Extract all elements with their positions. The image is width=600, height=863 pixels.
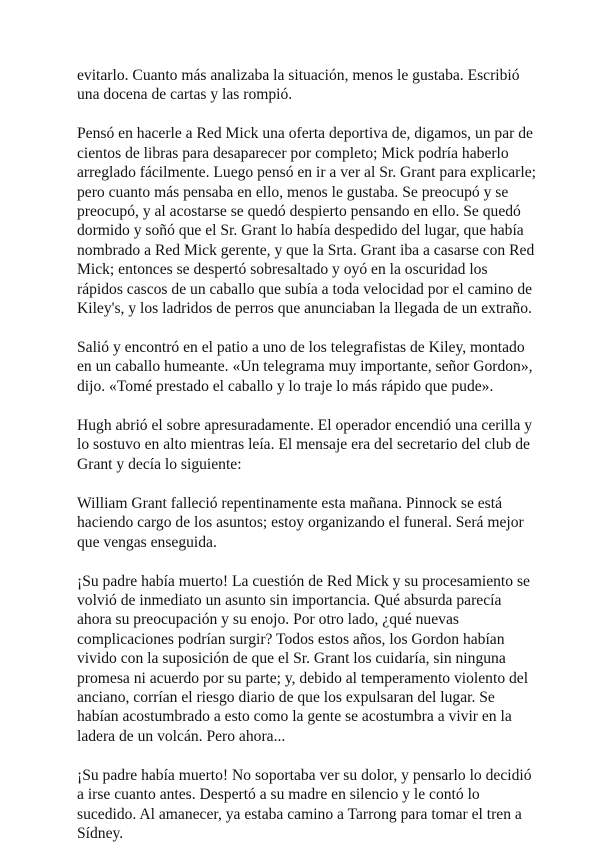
paragraph-3: Salió y encontró en el patio a uno de los telegrafistas de Kiley, montado en un caballo humeante. «Un telegrama muy importante, señor Gordon», dijo. «Tomé prestado el caballo y lo traje lo más rápido que pude». — [77, 339, 533, 395]
paragraph-6: ¡Su padre había muerto! La cuestión de Red Mick y su procesamiento se volvió de inmediato un asunto sin importancia. Qué absurda parecía ahora su preocupación y su enojo. Por otro lado, ¿qué nuevas complicaciones podrían surgir? Todos estos años, los Gordon habían vivido con la suposición de que el Sr. Grant los cuidaría, sin ninguna promesa ni acuerdo por su parte; y, debido al temperamento violento del anciano, corrían el riesgo diario de que los expulsaran del lugar. Se habían acostumbrado a esto como la gente se acostumbra a vivir en la ladera de un volcán. Pero ahora... — [77, 572, 530, 745]
document-page — [77, 66, 537, 863]
paragraph-4: Hugh abrió el sobre apresuradamente. El operador encendió una cerilla y lo sostuvo en alto mientras leía. El mensaje era del secretario del club de Grant y decía lo siguiente: — [77, 416, 533, 473]
paragraph-1: evitarlo. Cuanto más analizaba la situación, menos le gustaba. Escribió una docena de cartas y las rompió. — [77, 67, 520, 104]
paragraph-2: Pensó en hacerle a Red Mick una oferta deportiva de, digamos, un par de cientos de libras para desaparecer por completo; Mick podría haberlo arreglado fácilmente. Luego pensó en ir a ver al Sr. Grant para explicarle; pero cuanto más pensaba en ello, menos le gustaba. Se preocupó y se preocupó, y al acostarse se quedó despierto pensando en ello. Se quedó dormido y soñó que el Sr. Grant lo había despedido del lugar, que había nombrado a Red Mick gerente, y que la Srta. Grant iba a casarse con Red Mick; entonces se despertó sobresaltado y oyó en la oscuridad los rápidos cascos de un caballo que subía a toda velocidad por el camino de Kiley's, y los ladridos de perros que anunciaban la llegada de un extraño. — [77, 125, 536, 318]
telegram-message: William Grant falleció repentinamente esta mañana. Pinnock se está haciendo cargo de los asuntos; estoy organizando el funeral. Será mejor que vengas enseguida. — [77, 494, 524, 551]
paragraph-7: ¡Su padre había muerto! No soportaba ver su dolor, y pensarlo lo decidió a irse cuanto antes. Despertó a su madre en silencio y le contó lo sucedido. Al amanecer, ya estaba camino a Tarrong para tomar el tren a Sídney. — [77, 766, 532, 842]
